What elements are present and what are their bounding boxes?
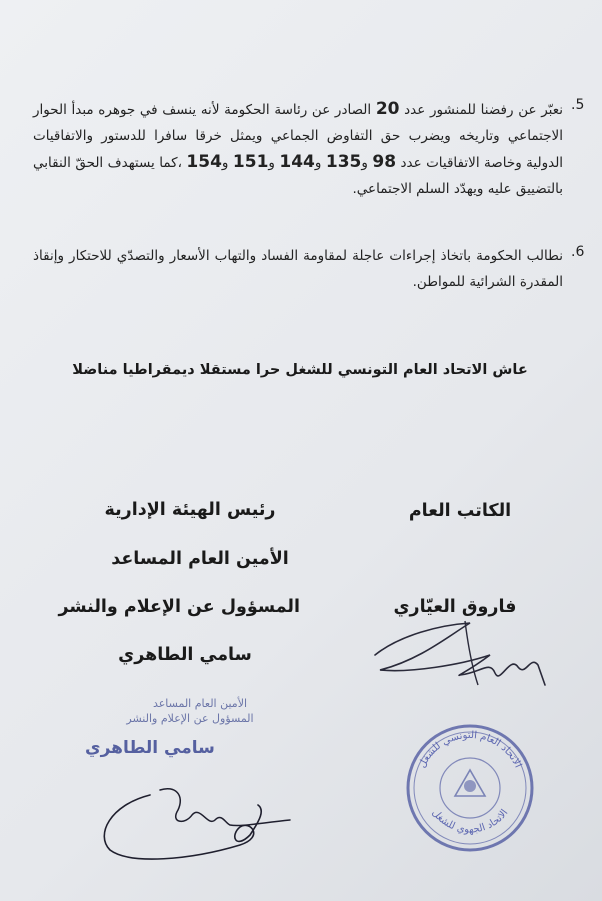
seal-inner-text: الاتحاد الجهوي للشغل bbox=[429, 807, 511, 836]
convention-98: 98 bbox=[372, 152, 397, 172]
convention-135: 135 bbox=[325, 152, 362, 172]
circular-number: 20 bbox=[375, 99, 400, 119]
stamp-title-1: الأمين العام المساعد bbox=[152, 697, 248, 710]
stamp-name: سامي الطاهري bbox=[85, 738, 215, 758]
svg-text:الاتحاد العام التونسي للشغل bbox=[417, 730, 523, 770]
stamp-title-2: المسؤول عن الإعلام والنشر bbox=[126, 712, 254, 725]
item-6-number: .6 bbox=[571, 244, 585, 260]
right-title-3: المسؤول عن الإعلام والنشر bbox=[58, 597, 300, 617]
right-title-2: الأمين العام المساعد bbox=[111, 549, 289, 569]
convention-151: 151 bbox=[232, 152, 269, 172]
convention-144: 144 bbox=[279, 152, 315, 172]
right-title-1: رئيس الهيئة الإدارية bbox=[104, 500, 276, 520]
handwritten-signature-left bbox=[360, 615, 570, 695]
convention-154: 154 bbox=[186, 152, 222, 172]
closing-motto: عاش الاتحاد العام التونسي للشغل حرا مستقلا ديمقراطيا مناضلا bbox=[72, 362, 528, 378]
item-5-text: نعبّر عن رفضنا للمنشور عدد 20 الصادر عن رئاسة الحكومة لأنه ينسف في جوهره مبدأ الحوار الاجتماعي وتاريخه ويضرب حق التفاوض الجماعي ويمثل خرقا سافرا للدستور والاتفاقيات الدولية وخاصة الاتفاقيات عدد 98 و135 و144 و151 و154 ،كما يستهدف الحقّ النقابي بالتضييق عليه ويهدّد السلم الاجتماعي. bbox=[33, 99, 564, 197]
handwritten-signature-right bbox=[90, 765, 310, 875]
right-signatory-name: سامي الطاهري bbox=[118, 645, 252, 665]
seal-outer-text: الاتحاد العام التونسي للشغل bbox=[416, 730, 524, 770]
item-6-text: نطالب الحكومة باتخاذ إجراءات عاجلة لمقاومة الفساد والتهاب الأسعار والتصدّي للاحتكار وإنقاذ المقدرة الشرائية للمواطن. bbox=[33, 248, 563, 290]
item-5-number: .5 bbox=[571, 97, 585, 113]
round-seal bbox=[400, 718, 540, 858]
left-title: الكاتب العام bbox=[408, 501, 512, 521]
left-signatory-name: فاروق العيّاري bbox=[393, 597, 517, 617]
svg-text:الاتحاد الجهوي للشغل bbox=[430, 807, 511, 835]
